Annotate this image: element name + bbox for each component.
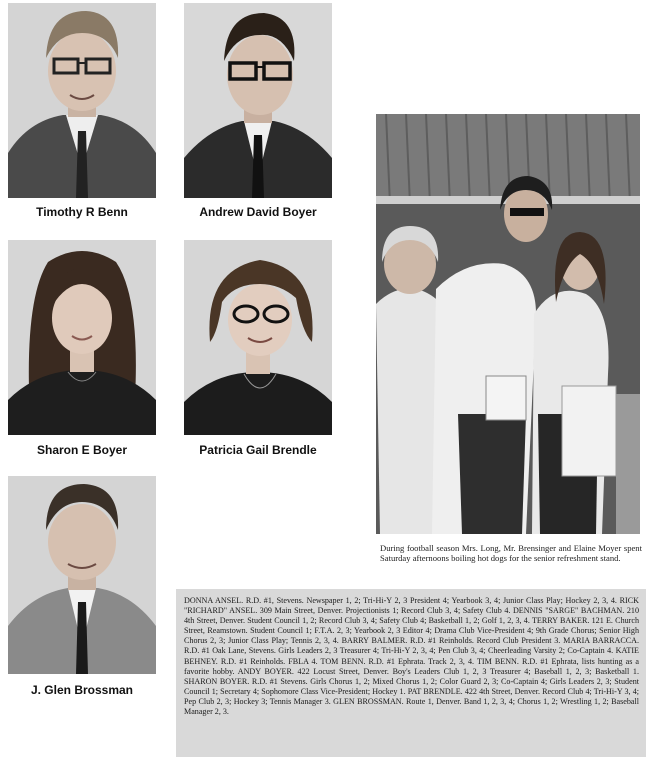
portrait-timothy-benn — [8, 3, 156, 198]
portrait-name: Andrew David Boyer — [199, 205, 317, 219]
portrait-name: J. Glen Brossman — [30, 683, 134, 697]
portrait-andrew-boyer — [184, 3, 332, 198]
portrait-sharon-boyer — [8, 240, 156, 435]
candid-photo-image — [376, 114, 640, 534]
portrait-name: Patricia Gail Brendle — [199, 443, 317, 457]
portrait-photo — [184, 240, 332, 435]
senior-activities-text: DONNA ANSEL. R.D. #1, Stevens. Newspaper 1, 2; Tri-Hi-Y 2, 3 President 4; Yearbook 3, 4; Junior Class Play; Hockey 2, 3, 4. RICK "RICHARD" ANSEL. 309 Main Street, Denver. Projectionists 1; Record Club 3, 4; Safety Club 4. DENNIS "SARGE" BACHMAN. 210 4th Street, Denver. Student Council 1, 2; Record Club 3, 4; Safety Club 4; Basketball 1, 2; Golf 1, 2, 3, 4. TERRY BAKER. 121 E. Church Street, Reamstown. Student Council 1; F.T.A. 2, 3; Yearbook 2, 3 Editor 4; Drama Club Vice-President 4; 9th Grade Chorus; Senior High Chorus 2, 3; Junior Class Play; Tennis 2, 3, 4. BARRY BALMER. R.D. #1 Reinholds. Record Club President 3. MARIA BARRACCA. R.D. #1 Oak Lane, Stevens. Girls Leaders 2, 3 Treasurer 4; Tri-Hi-Y 2, 3, 4; Pen Club 3, 4; Cheerleading Varsity 2; Co-Captain 4. KATIE BEHNEY. R.D. #1 Reinholds. FBLA 4. TOM BENN. R.D. #1 Ephrata. Track 2, 3, 4. TIM BENN. R.D. #1 Ephrata, lists hunting as a favorite hobby. ANDY BOYER. 422 Locust Street, Denver. Boy's Leaders Club 1, 2, 3 Treasurer 4; Baseball 1, 2, 3; Basketball 1. SHARON BOYER. R.D. #1 Stevens. Girls Chorus 1, 2; Mixed Chorus 1, 2; Color Guard 2, 3; Co-Captain 4; Girls Leaders 2, 3; Student Council 1; Secretary 4; Sophomore Class Vice-President; Hockey 1. PAT BRENDLE. 422 4th Street, Denver. Record Club 4; Tri-Hi-Y 3, 4; Pep Club 2, 3; Hockey 3; Tennis Manager 3. GLEN BROSSMAN. Route 1, Denver. Band 1, 2, 3, 4; Chorus 1, 2; Wrestling 1, 2; Baseball Manager 2, 3. — [176, 589, 646, 757]
portrait-name: Timothy R Benn — [36, 205, 128, 219]
portrait-photo — [184, 3, 332, 198]
portrait-patricia-brendle — [184, 240, 332, 435]
portrait-photo — [8, 476, 156, 674]
candid-photo-hot-dog-stand — [376, 114, 640, 534]
portrait-photo — [8, 3, 156, 198]
portrait-name: Sharon E Boyer — [36, 443, 128, 457]
portrait-glen-brossman — [8, 476, 156, 674]
portrait-photo — [8, 240, 156, 435]
candid-photo-caption: During football season Mrs. Long, Mr. Brensinger and Elaine Moyer spent Saturday afternoons boiling hot dogs for the senior refreshment stand. — [380, 543, 642, 563]
